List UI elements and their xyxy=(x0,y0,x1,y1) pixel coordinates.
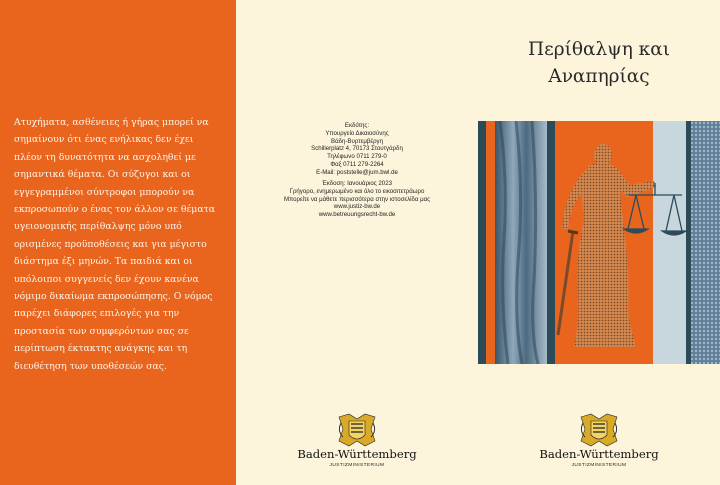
state-crest-icon xyxy=(577,413,621,447)
tagline-line-2: Μπορείτε να μάθετε περισσότερα στην ιστοσελίδα μας xyxy=(283,195,431,203)
cover-title-line-1: Περίθαλψη και xyxy=(528,39,670,60)
cover-title xyxy=(478,36,720,90)
logo-ministry: JUSTIZMINISTERIUM xyxy=(571,463,627,468)
baden-wuerttemberg-logo-front xyxy=(526,413,672,469)
justitia-cover-illustration xyxy=(478,121,720,364)
publisher-fax: Φαξ 0711 279-2264 xyxy=(330,160,384,168)
intro-paragraph: Ατυχήματα, ασθένειες ή γήρας μπορεί να σημαίνουν ότι ένας ενήλικας δεν έχει πλέον τη δυνατότητα να ασχοληθεί με σημαντικά θέματα. Οι σύζυγοι και οι εγγεγραμμένοι σύντροφοι μπορούν να εκπροσωπούν ο ένας τον άλλον σε θέματα υγειονομικής περίθαλψης μόνο υπό ορισμένες προϋποθέσεις και για μέγιστο διάστημα έξι μηνών. Τα παιδιά και οι υπόλοιποι συγγενείς δεν έχουν κανένα νόμιμο δικαίωμα εκπροσώπησης. Ο νόμος παρέχει διάφορες επιλογές για την προστασία των συμφερόντων σας σε περίπτωση έκτακτης ανάγκης και τη διευθέτηση των υποθέσεών σας. xyxy=(14,117,216,372)
website-link-1[interactable]: www.justiz-bw.de xyxy=(333,203,381,211)
logo-ministry: JUSTIZMINISTERIUM xyxy=(329,463,385,468)
baden-wuerttemberg-logo xyxy=(284,413,430,469)
logo-state-name: Baden-Württemberg xyxy=(297,447,417,461)
tagline-line-1: Γρήγορο, ενημερωμένο και όλο το εικοσιτετράωρο xyxy=(289,187,425,195)
state-crest-icon xyxy=(335,413,379,447)
back-panel-left xyxy=(0,0,236,485)
publisher-label: Εκδότης: xyxy=(344,122,370,129)
cover-title-line-2: Αναπηρίας xyxy=(548,66,650,87)
edition-date: Έκδοση: Ιανουάριος 2023 xyxy=(322,180,392,187)
imprint-panel xyxy=(236,0,478,485)
website-link-2[interactable]: www.betreuungsrecht-bw.de xyxy=(318,211,396,219)
publisher-phone: Τηλέφωνο 0711 279-0 xyxy=(327,153,387,161)
publisher-address: Schillerplatz 4, 70173 Στουτγάρδη xyxy=(311,145,403,153)
publisher-state: Βάδη-Βυρτεμβέργη xyxy=(331,137,383,145)
logo-state-name: Baden-Württemberg xyxy=(539,447,659,461)
front-cover-panel xyxy=(478,0,720,485)
edition-block xyxy=(236,180,478,219)
publisher-email: E-Mail: poststelle@jum.bwl.de xyxy=(316,168,398,176)
publisher-name: Υπουργείο Δικαιοσύνης xyxy=(325,129,389,137)
publisher-block xyxy=(236,122,478,177)
